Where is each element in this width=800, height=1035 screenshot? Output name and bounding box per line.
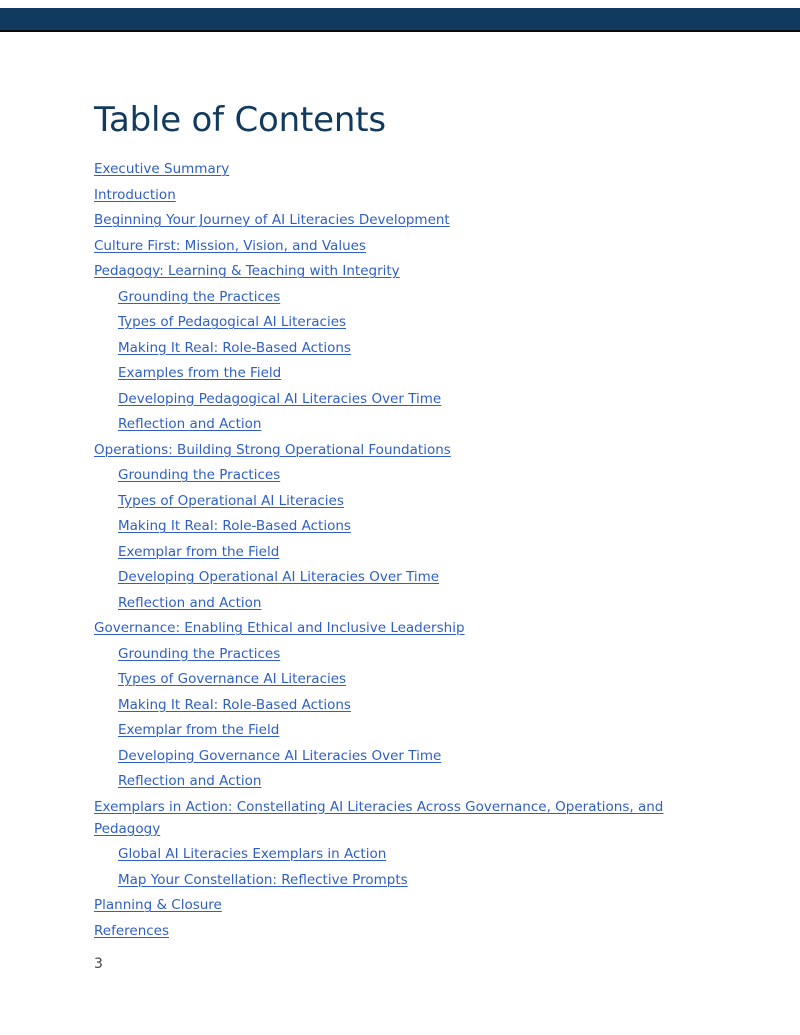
toc-entry bbox=[94, 617, 714, 639]
toc-subentry bbox=[94, 745, 714, 767]
toc-subentry bbox=[94, 413, 714, 435]
toc-entry bbox=[94, 439, 714, 461]
toc-sublink[interactable]: Grounding the Practices bbox=[118, 645, 281, 662]
toc-subentry bbox=[94, 869, 714, 891]
toc-sublink[interactable]: Types of Governance AI Literacies bbox=[118, 671, 347, 687]
toc-sublink[interactable]: Developing Governance AI Literacies Over Time bbox=[118, 747, 442, 764]
toc-sublink[interactable]: Types of Operational AI Literacies bbox=[118, 492, 344, 509]
toc-sublink[interactable]: Exemplar from the Field bbox=[118, 543, 280, 560]
toc-sublink[interactable]: Reflection and Action bbox=[118, 594, 262, 611]
toc-subentry bbox=[94, 388, 714, 410]
toc-subentry bbox=[94, 464, 714, 486]
toc-link[interactable]: Planning & Closure bbox=[94, 897, 222, 913]
toc-sublink[interactable]: Grounding the Practices bbox=[118, 467, 281, 483]
toc-subentry bbox=[94, 566, 714, 588]
page-number: 3 bbox=[94, 956, 103, 972]
toc-subentry bbox=[94, 770, 714, 792]
toc-subentry bbox=[94, 286, 714, 308]
toc-link[interactable]: Governance: Enabling Ethical and Inclusive Leadership bbox=[94, 620, 465, 636]
page-title: Table of Contents bbox=[94, 100, 386, 140]
toc-link[interactable]: Culture First: Mission, Vision, and Values bbox=[94, 237, 366, 254]
toc-entry bbox=[94, 894, 714, 916]
toc-sublink[interactable]: Reflection and Action bbox=[118, 773, 262, 789]
toc-entry bbox=[94, 260, 714, 282]
toc-subentry bbox=[94, 668, 714, 690]
toc-subentry bbox=[94, 719, 714, 741]
toc-sublink[interactable]: Map Your Constellation: Reflective Prompts bbox=[118, 871, 408, 888]
toc-list bbox=[94, 158, 714, 945]
toc-subentry bbox=[94, 311, 714, 333]
toc-entry bbox=[94, 184, 714, 206]
toc-link[interactable]: Beginning Your Journey of AI Literacies Development bbox=[94, 212, 450, 228]
toc-sublink[interactable]: Exemplar from the Field bbox=[118, 722, 280, 738]
toc-subentry bbox=[94, 592, 714, 614]
toc-subentry bbox=[94, 515, 714, 537]
toc-subentry bbox=[94, 541, 714, 563]
toc-subentry bbox=[94, 643, 714, 665]
toc-sublink[interactable]: Grounding the Practices bbox=[118, 288, 281, 305]
toc-subentry bbox=[94, 490, 714, 512]
toc-link[interactable]: References bbox=[94, 922, 170, 939]
toc-sublink[interactable]: Reflection and Action bbox=[118, 416, 262, 432]
toc-subentry bbox=[94, 362, 714, 384]
toc-sublink[interactable]: Examples from the Field bbox=[118, 365, 282, 381]
toc-link[interactable]: Pedagogy: Learning & Teaching with Integrity bbox=[94, 263, 400, 279]
toc-sublink[interactable]: Making It Real: Role-Based Actions bbox=[118, 339, 351, 356]
toc-entry bbox=[94, 158, 714, 180]
toc-entry bbox=[94, 209, 714, 231]
toc-link[interactable]: Executive Summary bbox=[94, 161, 230, 177]
toc-sublink[interactable]: Developing Operational AI Literacies Over Time bbox=[118, 569, 440, 585]
toc-sublink[interactable]: Global AI Literacies Exemplars in Action bbox=[118, 846, 387, 862]
toc-subentry bbox=[94, 337, 714, 359]
toc-sublink[interactable]: Making It Real: Role-Based Actions bbox=[118, 696, 351, 713]
toc-entry bbox=[94, 796, 714, 840]
toc-link[interactable]: Introduction bbox=[94, 186, 176, 203]
toc-subentry bbox=[94, 843, 714, 865]
toc-link[interactable]: Operations: Building Strong Operational Foundations bbox=[94, 441, 451, 458]
toc-sublink[interactable]: Developing Pedagogical AI Literacies Over Time bbox=[118, 390, 442, 407]
toc-link[interactable]: Exemplars in Action: Constellating AI Literacies Across Governance, Operations, and Pedagogy bbox=[94, 798, 664, 837]
toc-entry bbox=[94, 920, 714, 942]
top-banner bbox=[0, 8, 800, 32]
toc-entry bbox=[94, 235, 714, 257]
toc-sublink[interactable]: Making It Real: Role-Based Actions bbox=[118, 518, 351, 534]
toc-sublink[interactable]: Types of Pedagogical AI Literacies bbox=[118, 314, 347, 330]
toc-subentry bbox=[94, 694, 714, 716]
